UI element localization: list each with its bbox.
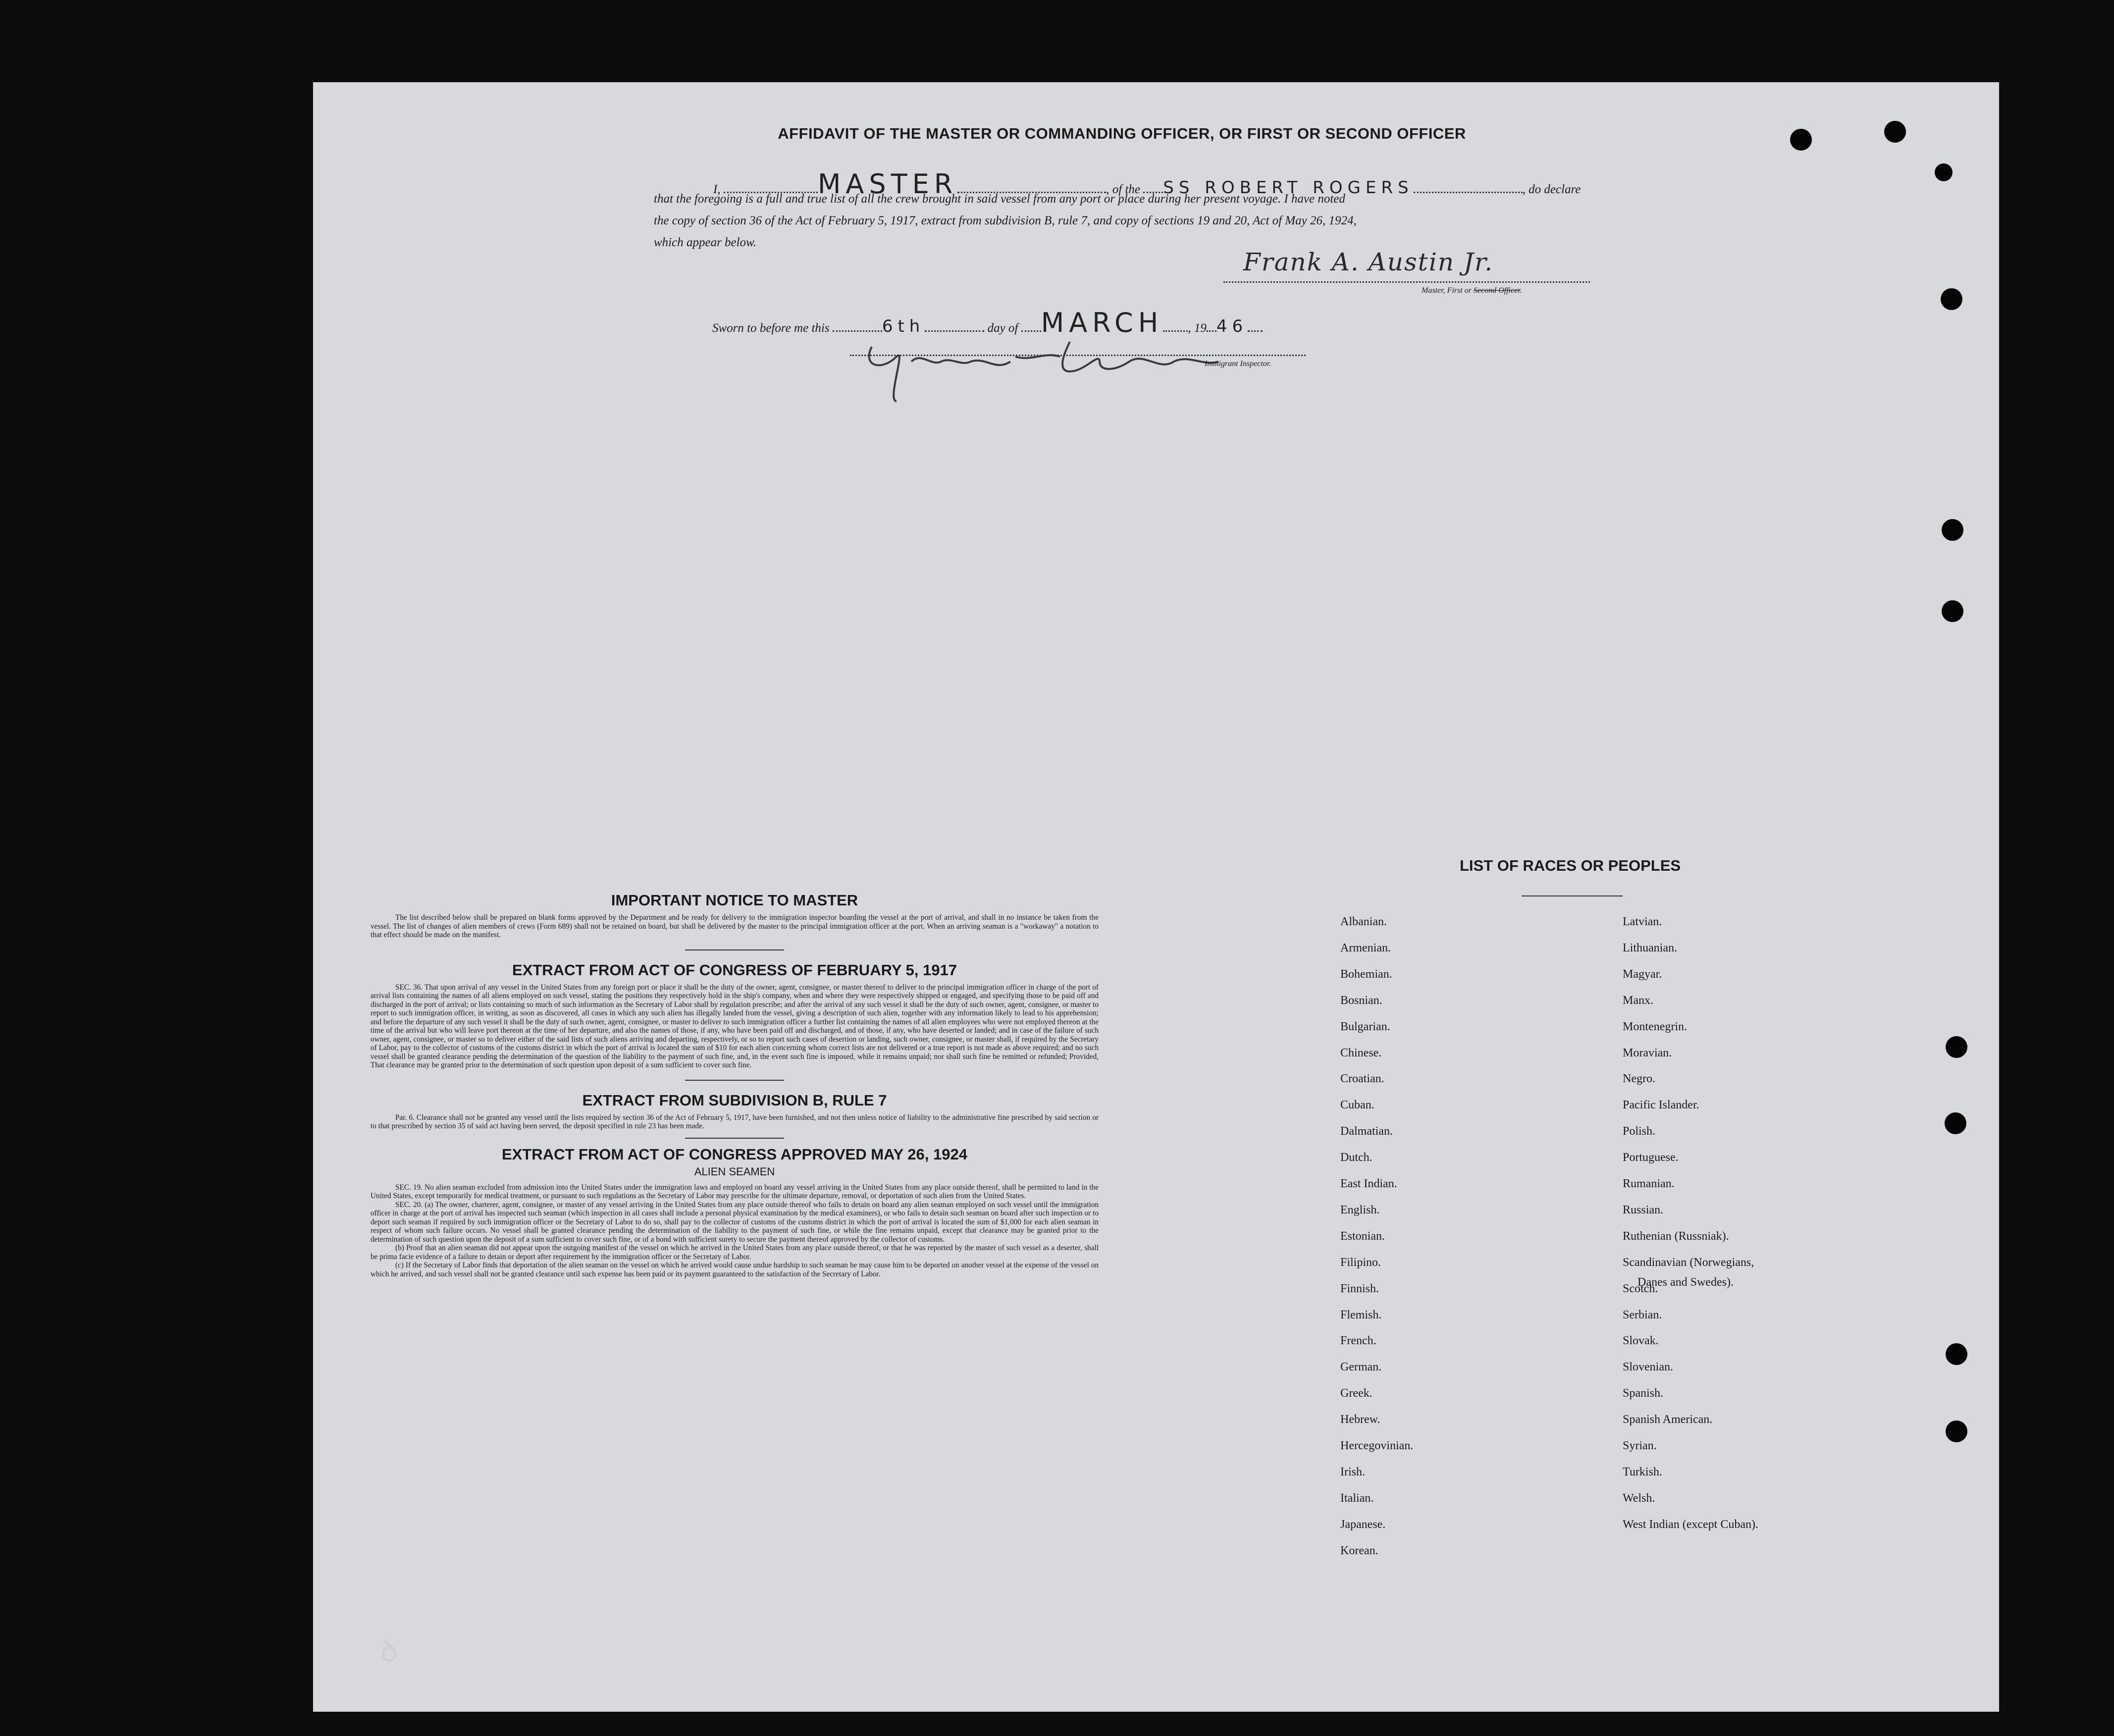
race-item: Serbian.: [1623, 1308, 1662, 1321]
vessel-handwritten: SS ROBERT ROGERS: [1163, 178, 1414, 198]
binder-hole: [1884, 121, 1906, 143]
race-item: Slovak.: [1623, 1334, 1659, 1348]
of-the-label: , of the: [1106, 183, 1141, 196]
race-item: Armenian.: [1340, 941, 1391, 954]
race-item: Filipino.: [1340, 1256, 1381, 1269]
sec20b-text: (b) Proof that an alien seaman did not appear upon the outgoing manifest of the vessel on which he arrived in the United States from any place outside thereof, or that he was reported by the master of such vessel as a deserter, shall be prima facie evidence of a failure to detain or deport after requirement by the immigration officer or the Secretary of Labor.: [370, 1244, 1099, 1261]
affidavit-title: AFFIDAVIT OF THE MASTER OR COMMANDING OFFICER, OR FIRST OR SECOND OFFICER: [778, 125, 1466, 142]
master-signature: Frank A. Austin Jr.: [1243, 248, 1494, 276]
notice-text: The list described below shall be prepared on blank forms approved by the Department and be ready for delivery to the immigration inspector boarding the vessel at the port of arrival, and shall in no instance be taken from the vessel. The list of changes of alien members of crews (Form 689) shall not be retained on board, but shall be delivered by the master to the principal immigration officer at the port. When an arriving seaman is a "workaway" a notation to that effect should be made on the manifest.: [370, 913, 1099, 939]
races-title: LIST OF RACES OR PEOPLES: [1459, 857, 1681, 874]
race-item: Montenegrin.: [1623, 1020, 1687, 1033]
race-item: Chinese.: [1340, 1046, 1382, 1059]
binder-hole: [1945, 1112, 1966, 1134]
sec20c-text: (c) If the Secretary of Labor finds that deportation of the alien seaman on the vessel on which he arrived would cause undue hardship to such seaman he may cause him to be deported on another vessel at the expense of the vessel on which he arrived, and such vessel shall not be granted clearance until such expense has been paid or its payment guaranteed to the satisfaction of the Secretary of Labor.: [370, 1261, 1099, 1278]
race-item: Latvian.: [1623, 915, 1662, 928]
race-item: Moravian.: [1623, 1046, 1672, 1059]
race-item: Rumanian.: [1623, 1177, 1675, 1190]
affidavit-prefix: I,: [713, 183, 721, 196]
binder-hole: [1942, 519, 1963, 541]
section-divider: [685, 1138, 784, 1139]
sworn-year-handwritten: 46: [1216, 316, 1248, 336]
blank-dots: [1414, 192, 1523, 193]
affidavit-body-line: the copy of section 36 of the Act of February 5, 1917, extract from subdivision B, rule 7, and copy of sections 19 and 20, Act of May 26, 1924,: [654, 214, 1357, 227]
race-item: Dutch.: [1340, 1151, 1373, 1164]
race-item: Scotch.: [1623, 1282, 1658, 1295]
section-divider: [685, 1080, 784, 1081]
binder-hole: [1935, 163, 1953, 181]
sec19-text: SEC. 19. No alien seaman excluded from admission into the United States under the immigration laws and employed on board any vessel arriving in the United States from any place outside thereof, shall be permitted to land in the United States, except temporarily for medical treatment, or pursuant to such regulations as the Secretary of Labor may prescribe for the ultimate departure, removal, or deportation of such alien from the United States.: [370, 1183, 1099, 1200]
position-handwritten: MASTER: [817, 168, 958, 200]
notice-title: IMPORTANT NOTICE TO MASTER: [611, 892, 858, 909]
binder-hole: [1946, 1036, 1967, 1058]
race-item: Flemish.: [1340, 1308, 1382, 1321]
race-item: Korean.: [1340, 1544, 1378, 1557]
binder-hole: [1941, 288, 1962, 310]
declare-label: , do declare: [1522, 183, 1581, 196]
race-item: Scandinavian (Norwegians,: [1623, 1256, 1754, 1269]
signature-line: [1223, 281, 1590, 283]
race-item: Syrian.: [1623, 1439, 1657, 1452]
sworn-prefix: Sworn to before me this: [712, 321, 830, 335]
race-item: German.: [1340, 1361, 1382, 1374]
affidavit-body-line: which appear below.: [654, 236, 757, 249]
extract-1917-text: SEC. 36. That upon arrival of any vessel in the United States from any foreign port or place it shall be the duty of the owner, agent, consignee, or master thereof to deliver to the principal immigration officer in charge of the port of arrival lists containing the names of all aliens employed on such vessel, stating the positions they respectively hold in the ship's company, when and where they were respectively shipped or engaged, and specifying those to be paid off and discharged in the port of arrival; or lists containing so much of such information as the Secretary of Labor shall by regulation prescribe; and after the arrival of any such vessel it shall be the duty of such owner, agent, consignee, or master to report to such immigration officer, in writing, as soon as discovered, all cases in which any such alien has illegally landed from the vessel, giving a description of such alien, together with any information likely to lead to his apprehension; and before the departure of any such vessel it shall be the duty of such owner, agent, consignee, or master to deliver to such immigration officer a further list containing the names of all alien employees who were not employed thereon at the time of the arrival but who will leave port thereon at the time of her departure, and also the names of those, if any, who have been paid off and discharged, and of those, if any, who have deserted or landed; and in case of the failure of such owner, agent, consignee, or master so to deliver either of the said lists of such aliens arriving and departing, respectively, or so to report such cases of desertion or landing, such owner, consignee, or master shall, if required by the Secretary of Labor, pay to the collector of customs of the customs district in which the port of arrival is located the sum of $10 for each alien concerning whom correct lists are not delivered or a true report is not made as above required; and no such vessel shall be granted clearance pending the determination of the question of the liability to the payment of such fine, and, in the event such fine is imposed, while it remains unpaid; nor shall such fine be remitted or refunded; Provided, That clearance may be granted prior to the determination of such question upon deposit of a sum sufficient to cover such fine.: [370, 983, 1099, 1069]
race-item: Pacific Islander.: [1623, 1099, 1699, 1112]
race-item: French.: [1340, 1334, 1376, 1348]
race-item: Japanese.: [1340, 1518, 1386, 1531]
race-item: Danes and Swedes).: [1638, 1275, 1734, 1289]
sworn-day-handwritten: 6th: [882, 316, 925, 336]
race-item: Magyar.: [1623, 967, 1662, 981]
race-item: Estonian.: [1340, 1229, 1385, 1243]
race-item: Polish.: [1623, 1125, 1656, 1138]
race-item: Cuban.: [1340, 1099, 1374, 1112]
binder-hole: [1790, 129, 1812, 151]
race-item: Finnish.: [1340, 1282, 1379, 1295]
race-item: Ruthenian (Russniak).: [1623, 1229, 1729, 1243]
year-prefix: , 19: [1188, 321, 1207, 335]
section-divider: [685, 949, 784, 950]
race-item: Hercegovinian.: [1340, 1439, 1414, 1452]
race-item: Dalmatian.: [1340, 1125, 1393, 1138]
race-item: Lithuanian.: [1623, 941, 1677, 954]
race-item: Italian.: [1340, 1491, 1374, 1505]
race-item: Bohemian.: [1340, 967, 1392, 981]
race-item: Portuguese.: [1623, 1151, 1679, 1164]
extract-1924-title: EXTRACT FROM ACT OF CONGRESS APPROVED MAY 26, 1924: [502, 1145, 967, 1163]
race-item: Irish.: [1340, 1465, 1365, 1478]
sworn-month-handwritten: MARCH: [1041, 307, 1163, 338]
rule7-title: EXTRACT FROM SUBDIVISION B, RULE 7: [582, 1091, 887, 1109]
race-item: East Indian.: [1340, 1177, 1397, 1190]
race-item: Croatian.: [1340, 1072, 1384, 1086]
rule7-text: Par. 6. Clearance shall not be granted any vessel until the lists required by section 36 of the Act of February 5, 1917, have been furnished, and not then unless notice of liability to the administrative fine prescribed by said section or to that prescribed by section 35 of said act having been served, the deposit specified in rule 23 has been made.: [370, 1113, 1099, 1130]
race-item: Bosnian.: [1340, 994, 1382, 1007]
race-item: Russian.: [1623, 1203, 1664, 1216]
race-item: Manx.: [1623, 994, 1653, 1007]
race-item: West Indian (except Cuban).: [1623, 1518, 1758, 1531]
inspector-signature: [852, 327, 1327, 411]
affidavit-body-line: that the foregoing is a full and true list of all the crew brought in said vessel from any port or place during her present voyage. I have noted: [654, 192, 1345, 206]
race-item: Spanish American.: [1623, 1413, 1713, 1426]
race-item: Slovenian.: [1623, 1361, 1673, 1374]
inspector-signature-line: [850, 355, 1306, 356]
race-item: Albanian.: [1340, 915, 1387, 928]
master-label: Master, First or Second Officer.: [1422, 286, 1522, 295]
corner-pencil-mark: ꝺ: [380, 1634, 398, 1669]
race-item: Welsh.: [1623, 1491, 1655, 1505]
binder-hole: [1946, 1343, 1967, 1365]
race-item: Bulgarian.: [1340, 1020, 1390, 1033]
inspector-label: Immigrant Inspector.: [1205, 360, 1271, 368]
binder-hole: [1946, 1420, 1967, 1442]
races-divider: [1522, 895, 1623, 896]
race-item: English.: [1340, 1203, 1380, 1216]
race-item: Hebrew.: [1340, 1413, 1380, 1426]
extract-1917-title: EXTRACT FROM ACT OF CONGRESS OF FEBRUARY 5, 1917: [512, 961, 957, 979]
race-item: Greek.: [1340, 1387, 1373, 1400]
notice-column: [370, 892, 1099, 1278]
race-item: Turkish.: [1623, 1465, 1662, 1478]
day-of-label: day of: [987, 321, 1018, 335]
race-item: Spanish.: [1623, 1387, 1664, 1400]
race-item: Negro.: [1623, 1072, 1655, 1086]
alien-seamen-subtitle: ALIEN SEAMEN: [694, 1165, 775, 1178]
sec20a-text: SEC. 20. (a) The owner, charterer, agent, consignee, or master of any vessel arriving in the United States from any place outside thereof who fails to detain on board any alien seaman employed on such vessel until the immigration officer in charge at the port of arrival has inspected such seaman (which inspection in all cases shall include a personal physical examination by the medical examiners), or who fails to detain such seaman on board after such inspection or to deport such seaman if required by such immigration officer or the Secretary of Labor to do so, shall pay to the collector of customs of the customs district in which the port of arrival is located the sum of $1,000 for each alien seaman in respect of whom such failure occurs. No vessel shall be granted clearance pending the determination of the liability to the payment of such fine, or while the fine remains unpaid, except that clearance may be granted prior to the determination of such question upon the deposit of a sum sufficient to cover such fine, or of a bond with sufficient surety to secure the payment thereof approved by the collector of customs.: [370, 1200, 1099, 1244]
binder-hole: [1942, 600, 1963, 622]
